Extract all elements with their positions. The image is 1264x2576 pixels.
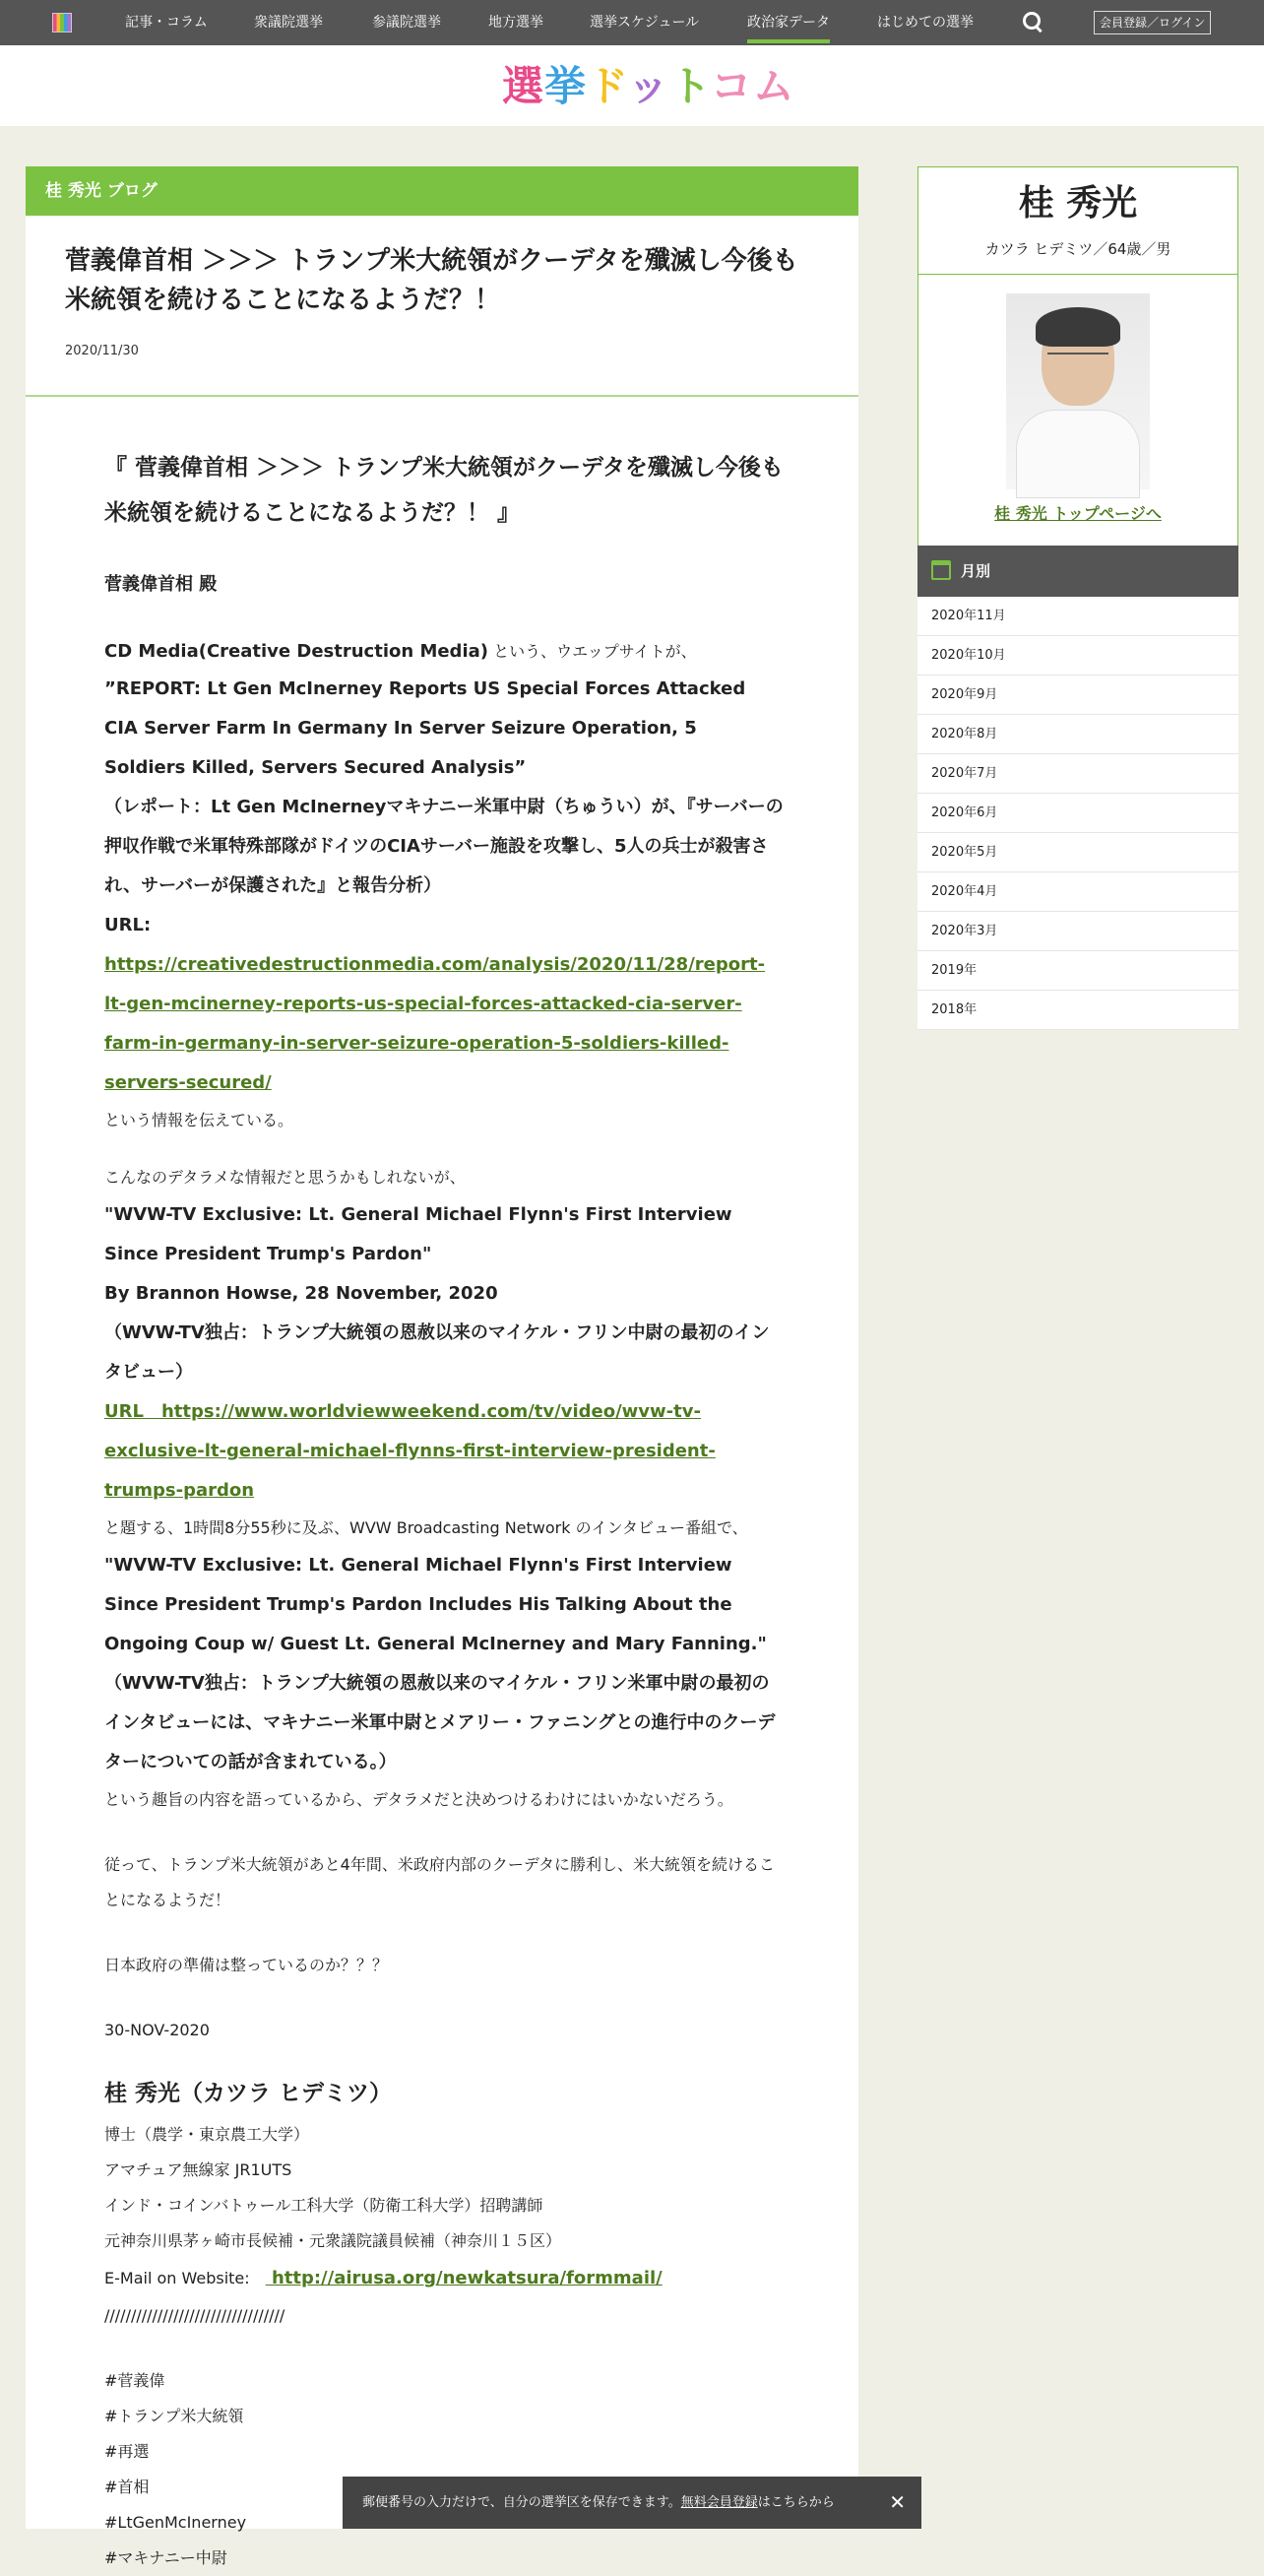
hashtag[interactable]: #菅義偉: [104, 2371, 165, 2390]
archive-item[interactable]: 2020年9月: [917, 676, 1238, 715]
signature-line: //////////////////////////////////: [104, 2306, 285, 2325]
archive-item[interactable]: 2020年3月: [917, 912, 1238, 951]
wvw-link[interactable]: https://www.worldviewweekend.com/tv/video/wvw-tv-exclusive-lt-general-michael-flynns-first-interview-president-trumps-pardon: [104, 1401, 716, 1501]
hashtag[interactable]: #首相: [104, 2478, 150, 2496]
logo-part: 挙: [544, 62, 588, 110]
signature-email: [104, 2259, 784, 2298]
blog-article: [26, 166, 858, 2567]
profile-card: [917, 166, 1238, 547]
close-icon[interactable]: ✕: [889, 2490, 906, 2514]
monthly-archive: [917, 546, 1238, 1030]
blog-header: 桂 秀光 ブログ: [26, 166, 858, 216]
nav-item-local-elections[interactable]: 地方選挙: [488, 15, 543, 31]
nav-item-house-of-representatives[interactable]: 衆議院選挙: [254, 15, 323, 31]
profile-top-page-link[interactable]: 桂 秀光 トップページへ: [994, 504, 1162, 523]
archive-item[interactable]: 2020年5月: [917, 833, 1238, 872]
free-signup-link[interactable]: 無料会員登録: [680, 2495, 758, 2510]
top-nav: [0, 0, 1264, 45]
wvw2-title-japanese: （WVW-TV独占：トランプ大統領の恩赦以来のマイケル・フリン米軍中尉の最初のインタビューには、マキナニー米軍中尉とメアリー・ファニングとの進行中のクーデターについての話が含まれている。）: [104, 1673, 776, 1772]
monthly-header: [917, 546, 1238, 597]
wvw-link-label[interactable]: URL: [104, 1401, 144, 1422]
report-link[interactable]: https://creativedestructionmedia.com/analysis/2020/11/28/report-lt-gen-mcinerney-reports-us-special-forces-attacked-cia-server-farm-in-germany-in-server-seizure-operation-5-soldiers-killed-servers-secured/: [104, 954, 766, 1093]
archive-item[interactable]: 2020年11月: [917, 597, 1238, 636]
url-line: [104, 906, 784, 1103]
spacer: [104, 1138, 784, 1160]
spacer: [104, 2334, 784, 2363]
signature-name: 桂 秀光（カツラ ヒデミツ）: [104, 2081, 393, 2106]
site-mini-logo-icon[interactable]: [52, 13, 72, 32]
archive-item[interactable]: 2020年8月: [917, 715, 1238, 754]
report-english: ”REPORT: Lt Gen McInerney Reports US Special Forces Attacked CIA Server Farm In Germany In Server Seizure Operation, 5 Soldiers Killed, Servers Secured Analysis”: [104, 678, 746, 778]
site-logo[interactable]: [502, 63, 795, 110]
profile-photo[interactable]: [1006, 293, 1150, 489]
signup-banner: [343, 2477, 921, 2529]
divider: [918, 274, 1237, 275]
wvw-byline: By Brannon Howse, 28 November, 2020: [104, 1283, 498, 1304]
email-form-link[interactable]: http://airusa.org/newkatsura/formmail/: [265, 2268, 663, 2288]
spacer: [104, 1918, 784, 1948]
archive-item[interactable]: 2020年4月: [917, 872, 1238, 912]
profile-kana: カツラ ヒデミツ／64歳／男: [984, 240, 1171, 258]
spacer: [104, 1983, 784, 2013]
archive-item[interactable]: 2020年7月: [917, 754, 1238, 794]
logo-part: ト: [669, 62, 711, 110]
calendar-icon: [931, 560, 951, 580]
nav-item-election-schedule[interactable]: 選挙スケジュール: [590, 15, 700, 31]
archive-item[interactable]: 2019年: [917, 951, 1238, 991]
wvw2-title-english: "WVW-TV Exclusive: Lt. General Michael Flynn's First Interview Since President Trump's Pardon Includes His Talking About the Ongoing Coup w/ Guest Lt. General McInerney and Mary Fanning.": [104, 1555, 767, 1654]
paragraph: 日本政府の準備は整っているのか？？？: [104, 1956, 389, 1974]
article-body: [104, 445, 784, 2576]
hashtag[interactable]: #トランプ米大統領: [104, 2407, 244, 2425]
paragraph: という情報を伝えている。: [104, 1111, 294, 1129]
spacer: [104, 536, 784, 565]
nav-item-house-of-councillors[interactable]: 参議院選挙: [372, 15, 441, 31]
signature-line: 博士（農学・東京農工大学）: [104, 2125, 310, 2144]
signature-line: アマチュア無線家 JR1UTS: [104, 2160, 292, 2179]
cd-media-name: CD Media(Creative Destruction Media): [104, 641, 488, 662]
hashtag[interactable]: #マキナニー中尉: [104, 2548, 227, 2567]
photo-shirt: [1016, 410, 1140, 498]
email-label: E-Mail on Website:: [104, 2269, 266, 2287]
wvw-title-japanese: （WVW-TV独占：トランプ大統領の恩赦以来のマイケル・フリン中尉の最初のインタビュー）: [104, 1322, 770, 1383]
profile-name: 桂 秀光: [1018, 183, 1138, 224]
spacer: [104, 605, 784, 634]
search-icon[interactable]: [1022, 11, 1043, 32]
logo-part: ド: [587, 62, 628, 110]
paragraph-date: 30-NOV-2020: [104, 2021, 210, 2039]
paragraph: [104, 634, 784, 670]
url-line: [104, 1392, 784, 1511]
site-header: [0, 45, 1264, 126]
nav-item-politician-data[interactable]: 政治家データ: [747, 0, 830, 45]
divider: [26, 395, 858, 397]
photo-glasses: [1047, 353, 1108, 366]
hashtag[interactable]: #再選: [104, 2442, 150, 2461]
paragraph-text: という、ウエップサイトが、: [488, 642, 697, 661]
article-title: 菅義偉首相 ＞＞＞ トランプ米大統領がクーデタを殲滅し今後も米統領を続けることになるようだ？！: [65, 246, 798, 315]
report-japanese: （レポート：Lt Gen McInerneyマキナニー米軍中尉（ちゅうい）が、『サーバーの押収作戦で米軍特殊部隊がドイツのCIAサーバー施設を攻撃し、5人の兵士が殺害され、サーバーが保護された』と報告分析）: [104, 797, 784, 896]
paragraph: 従って、トランプ米大統領があと4年間、米政府内部のクーデタに勝利し、米大統領を続けることになるようだ！: [104, 1855, 776, 1909]
archive-item[interactable]: 2018年: [917, 991, 1238, 1030]
nav-item-articles[interactable]: 記事・コラム: [125, 15, 208, 31]
salutation: 菅義偉首相 殿: [104, 574, 218, 595]
monthly-title: 月別: [961, 562, 991, 580]
logo-part: ッ: [627, 62, 670, 110]
paragraph: という趣旨の内容を語っているから、デタラメだと決めつけるわけにはいかないだろう。: [104, 1790, 733, 1809]
paragraph: と題する、1時間8分55秒に及ぶ、WVW Broadcasting Network のインタビュー番組で、: [104, 1518, 748, 1537]
logo-part: 選: [502, 62, 545, 110]
wvw-title-english: "WVW-TV Exclusive: Lt. General Michael Flynn's First Interview Since President Trump's Pardon": [104, 1204, 732, 1264]
spacer: [104, 1818, 784, 1847]
signature-line: インド・コインバトゥール工科大学（防衛工科大学）招聘講師: [104, 2196, 543, 2215]
nav-item-first-election[interactable]: はじめての選挙: [877, 15, 974, 31]
banner-text: はこちらから: [757, 2495, 835, 2510]
photo-hair: [1036, 307, 1120, 347]
url-label: URL:: [104, 915, 152, 935]
spacer: [104, 2048, 784, 2070]
archive-item[interactable]: 2020年10月: [917, 636, 1238, 676]
signature-line: 元神奈川県茅ヶ崎市長候補・元衆議院議員候補（神奈川１５区）: [104, 2231, 562, 2250]
paragraph: こんなのデタラメな情報だと思うかもしれないが、: [104, 1168, 466, 1187]
body-heading: 『 菅義偉首相 ＞＞＞ トランプ米大統領がクーデタを殲滅し今後も米統領を続けることになるようだ？！ 』: [104, 455, 784, 526]
archive-item[interactable]: 2020年6月: [917, 794, 1238, 833]
banner-text: 郵便番号の入力だけで、自分の選挙区を保存できます。: [362, 2495, 681, 2510]
login-button[interactable]: 会員登録／ログイン: [1094, 11, 1211, 34]
article-date: 2020/11/30: [65, 344, 139, 358]
logo-part: コム: [710, 62, 795, 110]
hashtag[interactable]: #LtGenMcInerney: [104, 2513, 247, 2532]
